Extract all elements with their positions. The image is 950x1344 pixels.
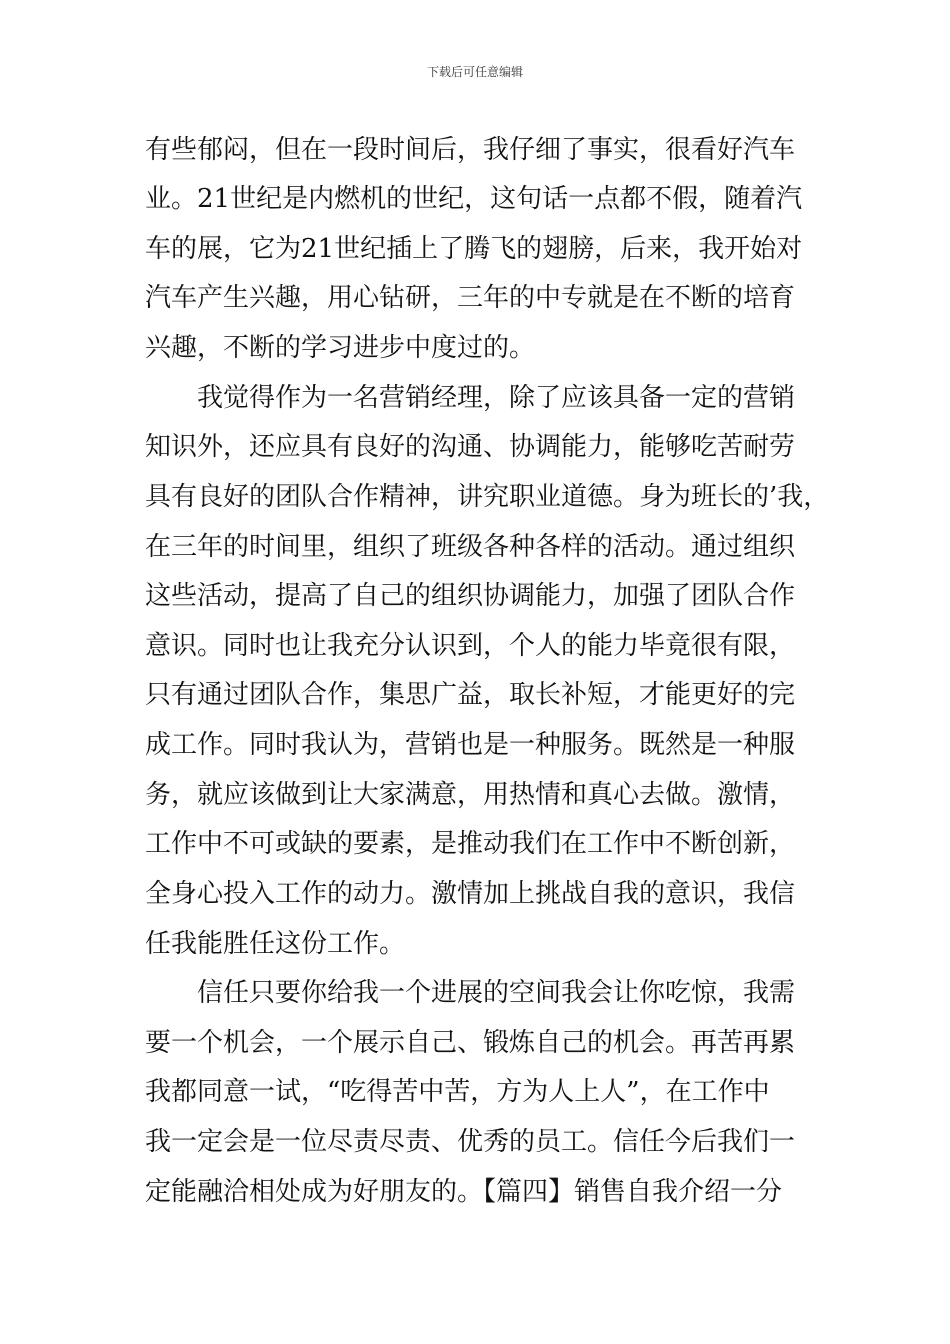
text-line: 定能融洽相处成为好朋友的。【篇四】销售自我介绍一分 bbox=[145, 1177, 783, 1207]
text-line: 兴趣，不断的学习进步中度过的。 bbox=[145, 333, 536, 363]
text-line: 这些活动，提高了自己的组织协调能力，加强了团队合作 bbox=[145, 581, 796, 611]
text-line: 我一定会是一位尽责尽责、优秀的员工。信任今后我们一 bbox=[145, 1127, 796, 1157]
text-line: 务，就应该做到让大家满意，用热情和真心去做。激情， bbox=[145, 780, 796, 810]
text-line: 任我能胜任这份工作。 bbox=[145, 929, 406, 959]
text-line: 意识。同时也让我充分认识到，个人的能力毕竟很有限， bbox=[145, 631, 796, 661]
text-line: 在三年的时间里，组织了班级各种各样的活动。通过组织 bbox=[145, 532, 796, 562]
text-line: 工作中不可或缺的要素，是推动我们在工作中不断创新， bbox=[145, 829, 796, 859]
page-header: 下载后可任意编辑 bbox=[426, 65, 523, 79]
text-line: 具有良好的团队合作精神，讲究职业道德。身为班长的’我， bbox=[145, 482, 830, 512]
text-line: 汽车产生兴趣，用心钻研，三年的中专就是在不断的培育 bbox=[145, 283, 796, 313]
text-line: 只有通过团队合作，集思广益，取长补短，才能更好的完 bbox=[145, 680, 796, 710]
text-line: 业。21世纪是内燃机的世纪，这句话一点都不假，随着汽 bbox=[145, 184, 803, 214]
text-line: 车的展，它为21世纪插上了腾飞的翅膀，后来，我开始对 bbox=[145, 234, 803, 264]
text-line: 全身心投入工作的动力。激情加上挑战自我的意识，我信 bbox=[145, 879, 796, 909]
text-line: 信任只要你给我一个进展的空间我会让你吃惊，我需 bbox=[145, 978, 796, 1008]
text-line: 知识外，还应具有良好的沟通、协调能力，能够吃苦耐劳 bbox=[145, 432, 796, 462]
text-line: 成工作。同时我认为，营销也是一种服务。既然是一种服 bbox=[145, 730, 796, 760]
text-line: 要一个机会，一个展示自己、锻炼自己的机会。再苦再累 bbox=[145, 1028, 796, 1058]
text-line: 我都同意一试，“吃得苦中苦，方为人上人”，在工作中 bbox=[145, 1077, 770, 1107]
text-line: 我觉得作为一名营销经理，除了应该具备一定的营销 bbox=[145, 383, 796, 413]
text-line: 有些郁闷，但在一段时间后，我仔细了事实，很看好汽车 bbox=[145, 135, 796, 165]
